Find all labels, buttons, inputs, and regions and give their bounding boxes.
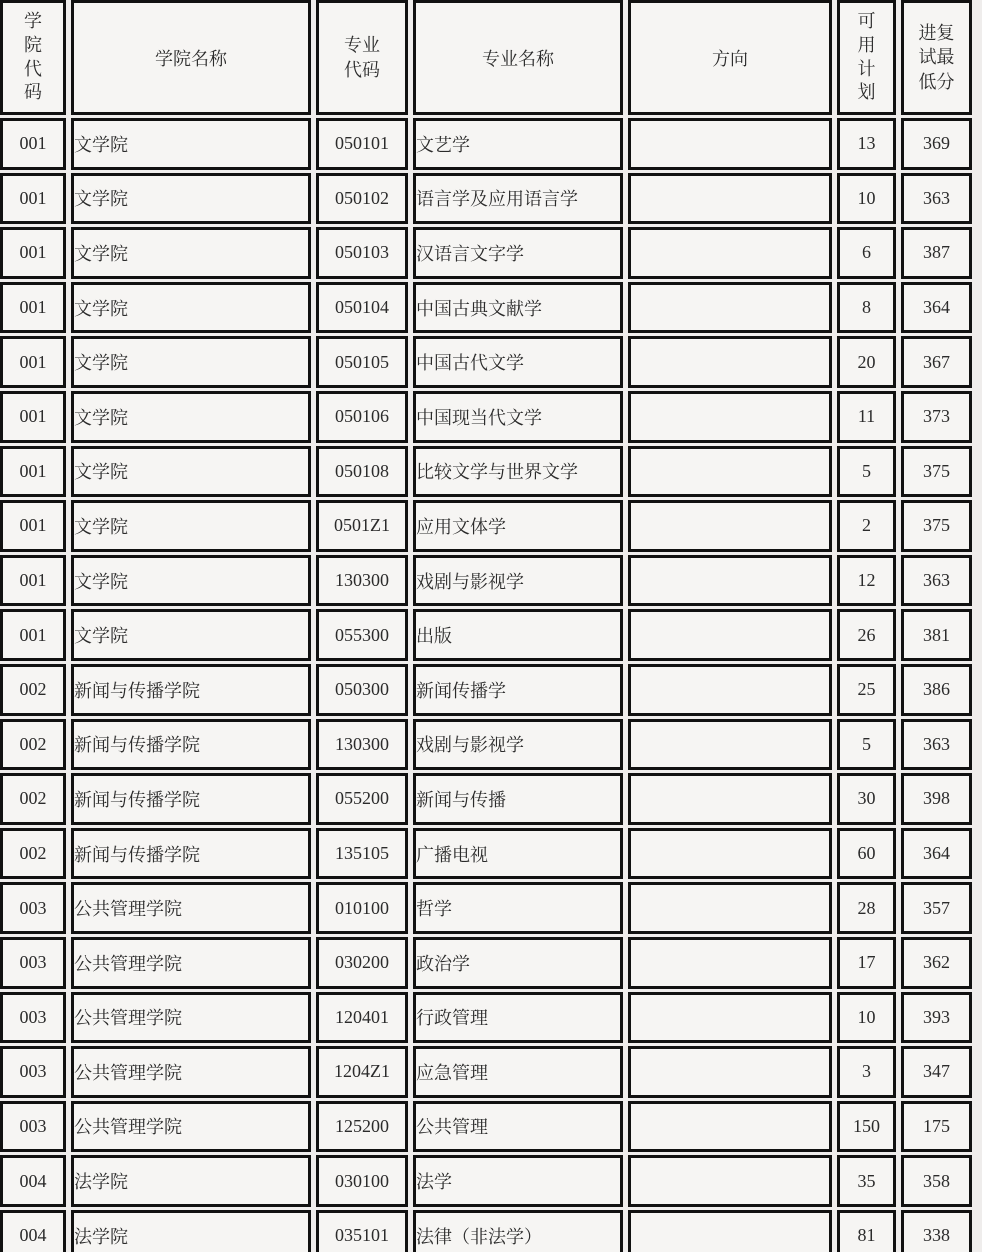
table-row <box>0 828 972 880</box>
cell-plan: 150 <box>837 1101 896 1153</box>
cell-college-name: 新闻与传播学院 <box>71 828 311 880</box>
cell-direction <box>628 118 832 170</box>
cell-plan: 8 <box>837 282 896 334</box>
cell-direction <box>628 555 832 607</box>
cell-min-score: 386 <box>901 664 972 716</box>
cell-college-code: 001 <box>0 609 66 661</box>
cell-college-code: 001 <box>0 555 66 607</box>
cell-college-code: 004 <box>0 1210 66 1252</box>
cell-major-name: 戏剧与影视学 <box>413 555 623 607</box>
cell-min-score: 364 <box>901 828 972 880</box>
cell-college-name: 新闻与传播学院 <box>71 719 311 771</box>
cell-major-code: 050106 <box>316 391 408 443</box>
cell-plan: 10 <box>837 173 896 225</box>
cell-direction <box>628 391 832 443</box>
cell-major-code: 050104 <box>316 282 408 334</box>
cell-min-score: 358 <box>901 1155 972 1207</box>
table-row <box>0 664 972 716</box>
cell-plan: 20 <box>837 336 896 388</box>
cell-direction <box>628 1210 832 1252</box>
cell-plan: 30 <box>837 773 896 825</box>
cell-college-code: 003 <box>0 1101 66 1153</box>
cell-min-score: 398 <box>901 773 972 825</box>
table-row <box>0 882 972 934</box>
table-row <box>0 173 972 225</box>
table-body <box>0 118 972 1252</box>
cell-college-name: 文学院 <box>71 609 311 661</box>
table-row <box>0 937 972 989</box>
table-row <box>0 992 972 1044</box>
cell-college-code: 002 <box>0 773 66 825</box>
cell-college-code: 001 <box>0 173 66 225</box>
cell-college-code: 003 <box>0 937 66 989</box>
cell-direction <box>628 173 832 225</box>
cell-direction <box>628 1046 832 1098</box>
table-row <box>0 1101 972 1153</box>
cell-plan: 12 <box>837 555 896 607</box>
cell-major-code: 050300 <box>316 664 408 716</box>
cell-min-score: 347 <box>901 1046 972 1098</box>
cell-college-name: 文学院 <box>71 118 311 170</box>
header-college-code-label: 学院代码 <box>24 11 42 103</box>
cell-direction <box>628 1155 832 1207</box>
cell-plan: 35 <box>837 1155 896 1207</box>
cell-major-code: 120401 <box>316 992 408 1044</box>
cell-college-name: 文学院 <box>71 336 311 388</box>
cell-major-code: 050103 <box>316 227 408 279</box>
cell-major-code: 010100 <box>316 882 408 934</box>
cell-direction <box>628 446 832 498</box>
table-row <box>0 227 972 279</box>
cell-min-score: 369 <box>901 118 972 170</box>
cell-plan: 25 <box>837 664 896 716</box>
cell-plan: 3 <box>837 1046 896 1098</box>
header-major-name-label: 专业名称 <box>482 48 554 69</box>
cell-major-name: 戏剧与影视学 <box>413 719 623 771</box>
cell-major-name: 中国现当代文学 <box>413 391 623 443</box>
cell-major-name: 行政管理 <box>413 992 623 1044</box>
table-row <box>0 336 972 388</box>
cell-college-code: 003 <box>0 992 66 1044</box>
cell-college-name: 文学院 <box>71 446 311 498</box>
cell-min-score: 175 <box>901 1101 972 1153</box>
cell-major-code: 055200 <box>316 773 408 825</box>
cell-direction <box>628 719 832 771</box>
cell-plan: 2 <box>837 500 896 552</box>
header-major-code-label: 专业代码 <box>344 35 380 80</box>
cell-major-name: 应用文体学 <box>413 500 623 552</box>
cell-min-score: 375 <box>901 500 972 552</box>
header-college-name <box>71 0 311 115</box>
cell-major-name: 应急管理 <box>413 1046 623 1098</box>
cell-plan: 26 <box>837 609 896 661</box>
cell-min-score: 357 <box>901 882 972 934</box>
cell-college-name: 法学院 <box>71 1210 311 1252</box>
header-college-code <box>0 0 66 115</box>
header-major-name <box>413 0 623 115</box>
cell-plan: 11 <box>837 391 896 443</box>
cell-major-code: 030200 <box>316 937 408 989</box>
cell-min-score: 362 <box>901 937 972 989</box>
cell-plan: 28 <box>837 882 896 934</box>
cell-major-name: 法律（非法学） <box>413 1210 623 1252</box>
cell-plan: 5 <box>837 446 896 498</box>
cell-direction <box>628 609 832 661</box>
cell-college-name: 公共管理学院 <box>71 1101 311 1153</box>
table-row <box>0 391 972 443</box>
cell-college-name: 文学院 <box>71 282 311 334</box>
table-row <box>0 773 972 825</box>
cell-college-code: 001 <box>0 282 66 334</box>
cell-major-code: 035101 <box>316 1210 408 1252</box>
cell-major-code: 130300 <box>316 555 408 607</box>
cell-plan: 6 <box>837 227 896 279</box>
table-row <box>0 609 972 661</box>
cell-college-code: 002 <box>0 719 66 771</box>
cell-direction <box>628 773 832 825</box>
cell-min-score: 373 <box>901 391 972 443</box>
cell-major-name: 中国古代文学 <box>413 336 623 388</box>
cell-direction <box>628 992 832 1044</box>
cell-direction <box>628 227 832 279</box>
cell-min-score: 375 <box>901 446 972 498</box>
cell-major-code: 050102 <box>316 173 408 225</box>
cell-min-score: 338 <box>901 1210 972 1252</box>
table-row <box>0 500 972 552</box>
cell-major-code: 050101 <box>316 118 408 170</box>
cell-min-score: 363 <box>901 173 972 225</box>
cell-major-name: 语言学及应用语言学 <box>413 173 623 225</box>
cell-major-name: 广播电视 <box>413 828 623 880</box>
cell-college-name: 公共管理学院 <box>71 992 311 1044</box>
cell-college-name: 文学院 <box>71 227 311 279</box>
cell-college-name: 公共管理学院 <box>71 882 311 934</box>
cell-college-code: 004 <box>0 1155 66 1207</box>
cell-major-code: 125200 <box>316 1101 408 1153</box>
cell-min-score: 363 <box>901 555 972 607</box>
cell-college-code: 003 <box>0 882 66 934</box>
cell-plan: 13 <box>837 118 896 170</box>
cell-min-score: 381 <box>901 609 972 661</box>
table-row <box>0 555 972 607</box>
cell-plan: 60 <box>837 828 896 880</box>
cell-min-score: 363 <box>901 719 972 771</box>
table-header-row <box>0 0 972 115</box>
header-min-score-label: 进复试最低分 <box>918 23 955 92</box>
cell-college-name: 公共管理学院 <box>71 1046 311 1098</box>
cell-college-name: 文学院 <box>71 500 311 552</box>
table-row <box>0 446 972 498</box>
header-min-score <box>901 0 972 115</box>
cell-plan: 5 <box>837 719 896 771</box>
cell-direction <box>628 882 832 934</box>
header-direction <box>628 0 832 115</box>
cell-major-name: 法学 <box>413 1155 623 1207</box>
cell-college-code: 001 <box>0 391 66 443</box>
cell-min-score: 393 <box>901 992 972 1044</box>
cell-college-name: 文学院 <box>71 391 311 443</box>
cell-major-code: 030100 <box>316 1155 408 1207</box>
header-college-name-label: 学院名称 <box>155 48 227 69</box>
cell-major-name: 新闻与传播 <box>413 773 623 825</box>
table-row <box>0 1155 972 1207</box>
header-major-code <box>316 0 408 115</box>
cell-major-code: 1204Z1 <box>316 1046 408 1098</box>
cell-major-code: 0501Z1 <box>316 500 408 552</box>
cell-college-code: 001 <box>0 500 66 552</box>
cell-direction <box>628 500 832 552</box>
table-row <box>0 282 972 334</box>
cell-major-name: 公共管理 <box>413 1101 623 1153</box>
cell-major-name: 新闻传播学 <box>413 664 623 716</box>
cell-direction <box>628 828 832 880</box>
cell-major-name: 比较文学与世界文学 <box>413 446 623 498</box>
cell-major-code: 050108 <box>316 446 408 498</box>
cell-major-code: 050105 <box>316 336 408 388</box>
cell-major-code: 055300 <box>316 609 408 661</box>
cell-college-code: 001 <box>0 446 66 498</box>
table-row <box>0 719 972 771</box>
cell-college-name: 公共管理学院 <box>71 937 311 989</box>
cell-college-code: 002 <box>0 828 66 880</box>
cell-direction <box>628 937 832 989</box>
table-row <box>0 118 972 170</box>
cell-plan: 10 <box>837 992 896 1044</box>
cell-college-name: 文学院 <box>71 173 311 225</box>
cell-college-code: 003 <box>0 1046 66 1098</box>
cell-college-code: 001 <box>0 118 66 170</box>
cell-college-name: 文学院 <box>71 555 311 607</box>
table-row <box>0 1210 972 1252</box>
cell-plan: 81 <box>837 1210 896 1252</box>
cell-direction <box>628 1101 832 1153</box>
header-plan <box>837 0 896 115</box>
cell-college-code: 001 <box>0 227 66 279</box>
cell-college-code: 001 <box>0 336 66 388</box>
cell-college-code: 002 <box>0 664 66 716</box>
cell-direction <box>628 664 832 716</box>
cell-major-name: 出版 <box>413 609 623 661</box>
cell-min-score: 364 <box>901 282 972 334</box>
cell-plan: 17 <box>837 937 896 989</box>
header-direction-label: 方向 <box>712 48 748 69</box>
cell-major-name: 文艺学 <box>413 118 623 170</box>
cell-major-name: 政治学 <box>413 937 623 989</box>
cell-college-name: 新闻与传播学院 <box>71 664 311 716</box>
cell-min-score: 367 <box>901 336 972 388</box>
header-plan-label: 可用计划 <box>857 11 876 103</box>
cell-major-code: 130300 <box>316 719 408 771</box>
cell-major-name: 中国古典文献学 <box>413 282 623 334</box>
cell-major-name: 哲学 <box>413 882 623 934</box>
table-row <box>0 1046 972 1098</box>
cell-college-name: 法学院 <box>71 1155 311 1207</box>
cell-direction <box>628 336 832 388</box>
cell-major-code: 135105 <box>316 828 408 880</box>
cell-major-name: 汉语言文字学 <box>413 227 623 279</box>
cell-direction <box>628 282 832 334</box>
cell-college-name: 新闻与传播学院 <box>71 773 311 825</box>
cell-min-score: 387 <box>901 227 972 279</box>
